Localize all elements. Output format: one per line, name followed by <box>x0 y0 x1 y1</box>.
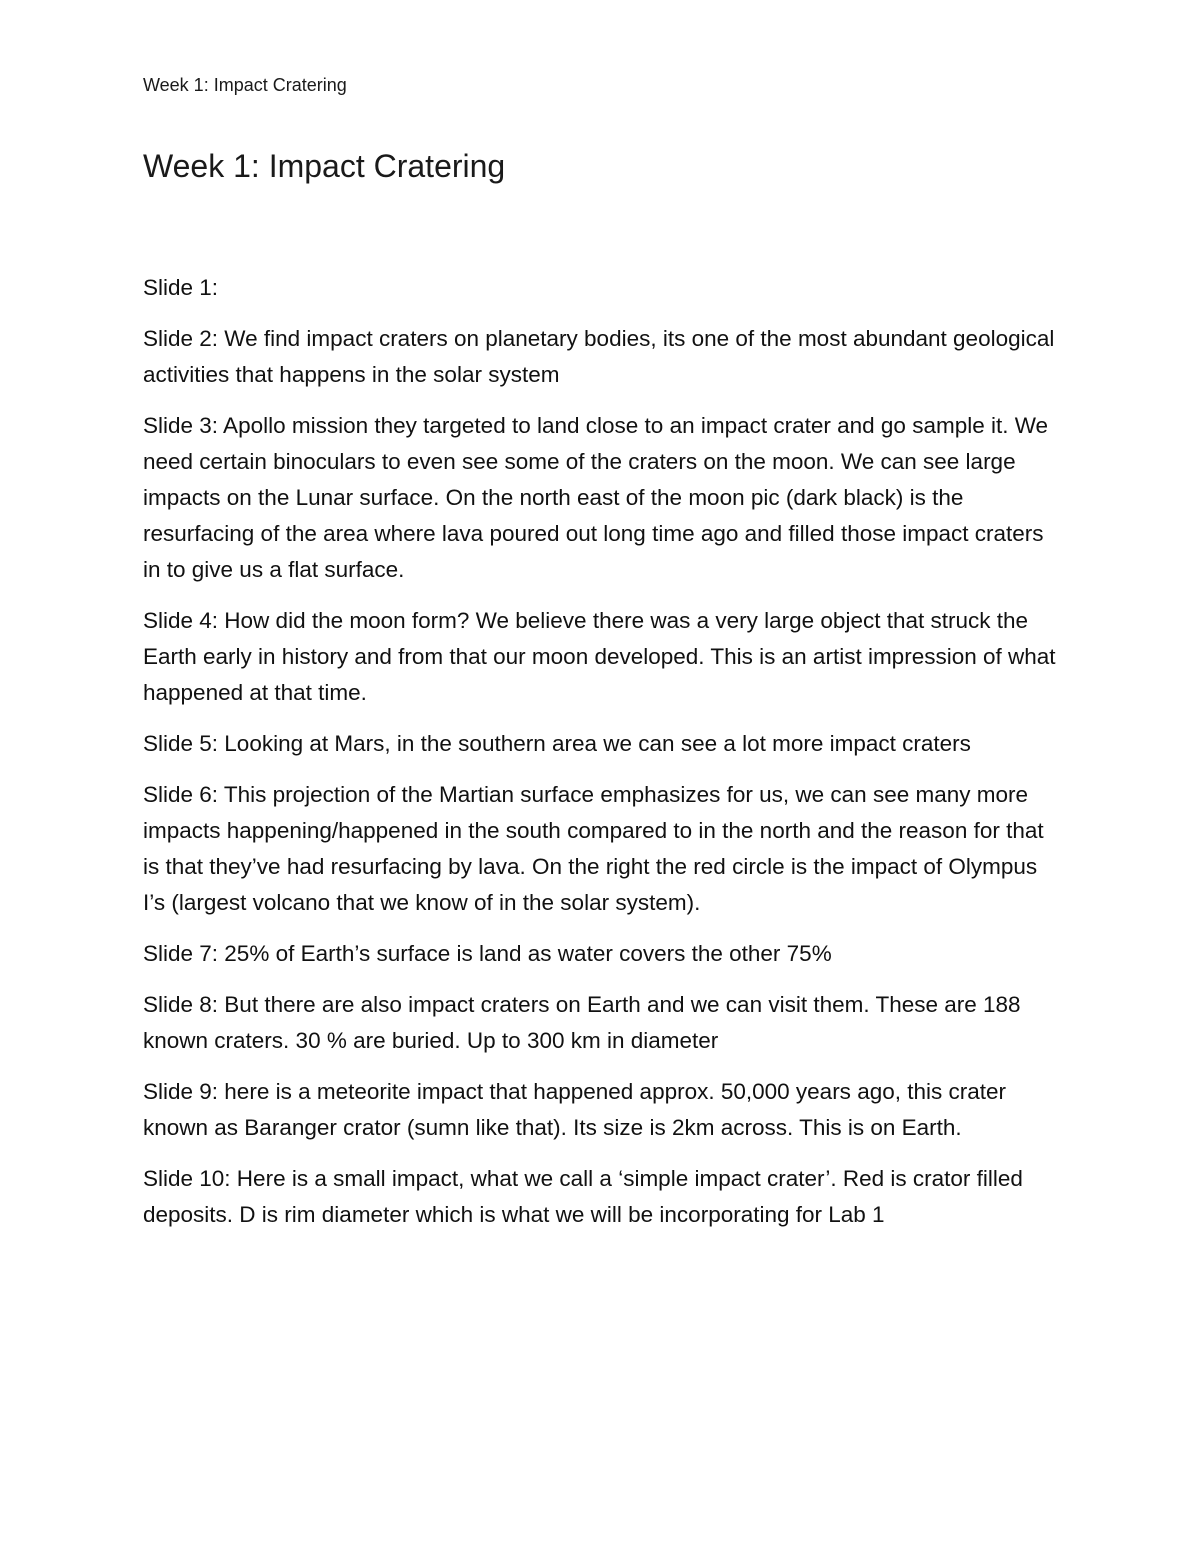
document-title: Week 1: Impact Cratering <box>143 148 506 184</box>
slide-note-9: Slide 9: here is a meteorite impact that happened approx. 50,000 years ago, this crater known as Baranger crator (sumn like that). Its size is 2km across. This is on Earth. <box>143 1079 1007 1140</box>
running-header: Week 1: Impact Cratering <box>143 75 347 95</box>
slide-note-3: Slide 3: Apollo mission they targeted to land close to an impact crater and go sample it. We need certain binoculars to even see some of the craters on the moon. We can see large impacts on the Lunar surface. On the north east of the moon pic (dark black) is the resurfacing of the area where lava poured out long time ago and filled those impact craters in to give us a flat surface. <box>143 413 1049 582</box>
slide-notes <box>143 270 1063 1233</box>
slide-note-5: Slide 5: Looking at Mars, in the southern area we can see a lot more impact craters <box>143 731 971 756</box>
slide-note-7: Slide 7: 25% of Earth’s surface is land as water covers the other 75% <box>143 941 832 966</box>
slide-note-6: Slide 6: This projection of the Martian surface emphasizes for us, we can see many more impacts happening/happened in the south compared to in the north and the reason for that is that they’ve had resurfacing by lava. On the right the red circle is the impact of Olympus I’s (largest volcano that we know of in the solar system). <box>143 782 1044 915</box>
slide-note-1: Slide 1: <box>143 275 219 300</box>
slide-note-8: Slide 8: But there are also impact craters on Earth and we can visit them. These are 188 known craters. 30 % are buried. Up to 300 km in diameter <box>143 992 1021 1053</box>
slide-note-4: Slide 4: How did the moon form? We believe there was a very large object that struck the Earth early in history and from that our moon developed. This is an artist impression of what happened at that time. <box>143 608 1056 705</box>
slide-note-10: Slide 10: Here is a small impact, what we call a ‘simple impact crater’. Red is crator filled deposits. D is rim diameter which is what we will be incorporating for Lab 1 <box>143 1166 1023 1227</box>
slide-note-2: Slide 2: We find impact craters on planetary bodies, its one of the most abundant geological activities that happens in the solar system <box>143 326 1055 387</box>
